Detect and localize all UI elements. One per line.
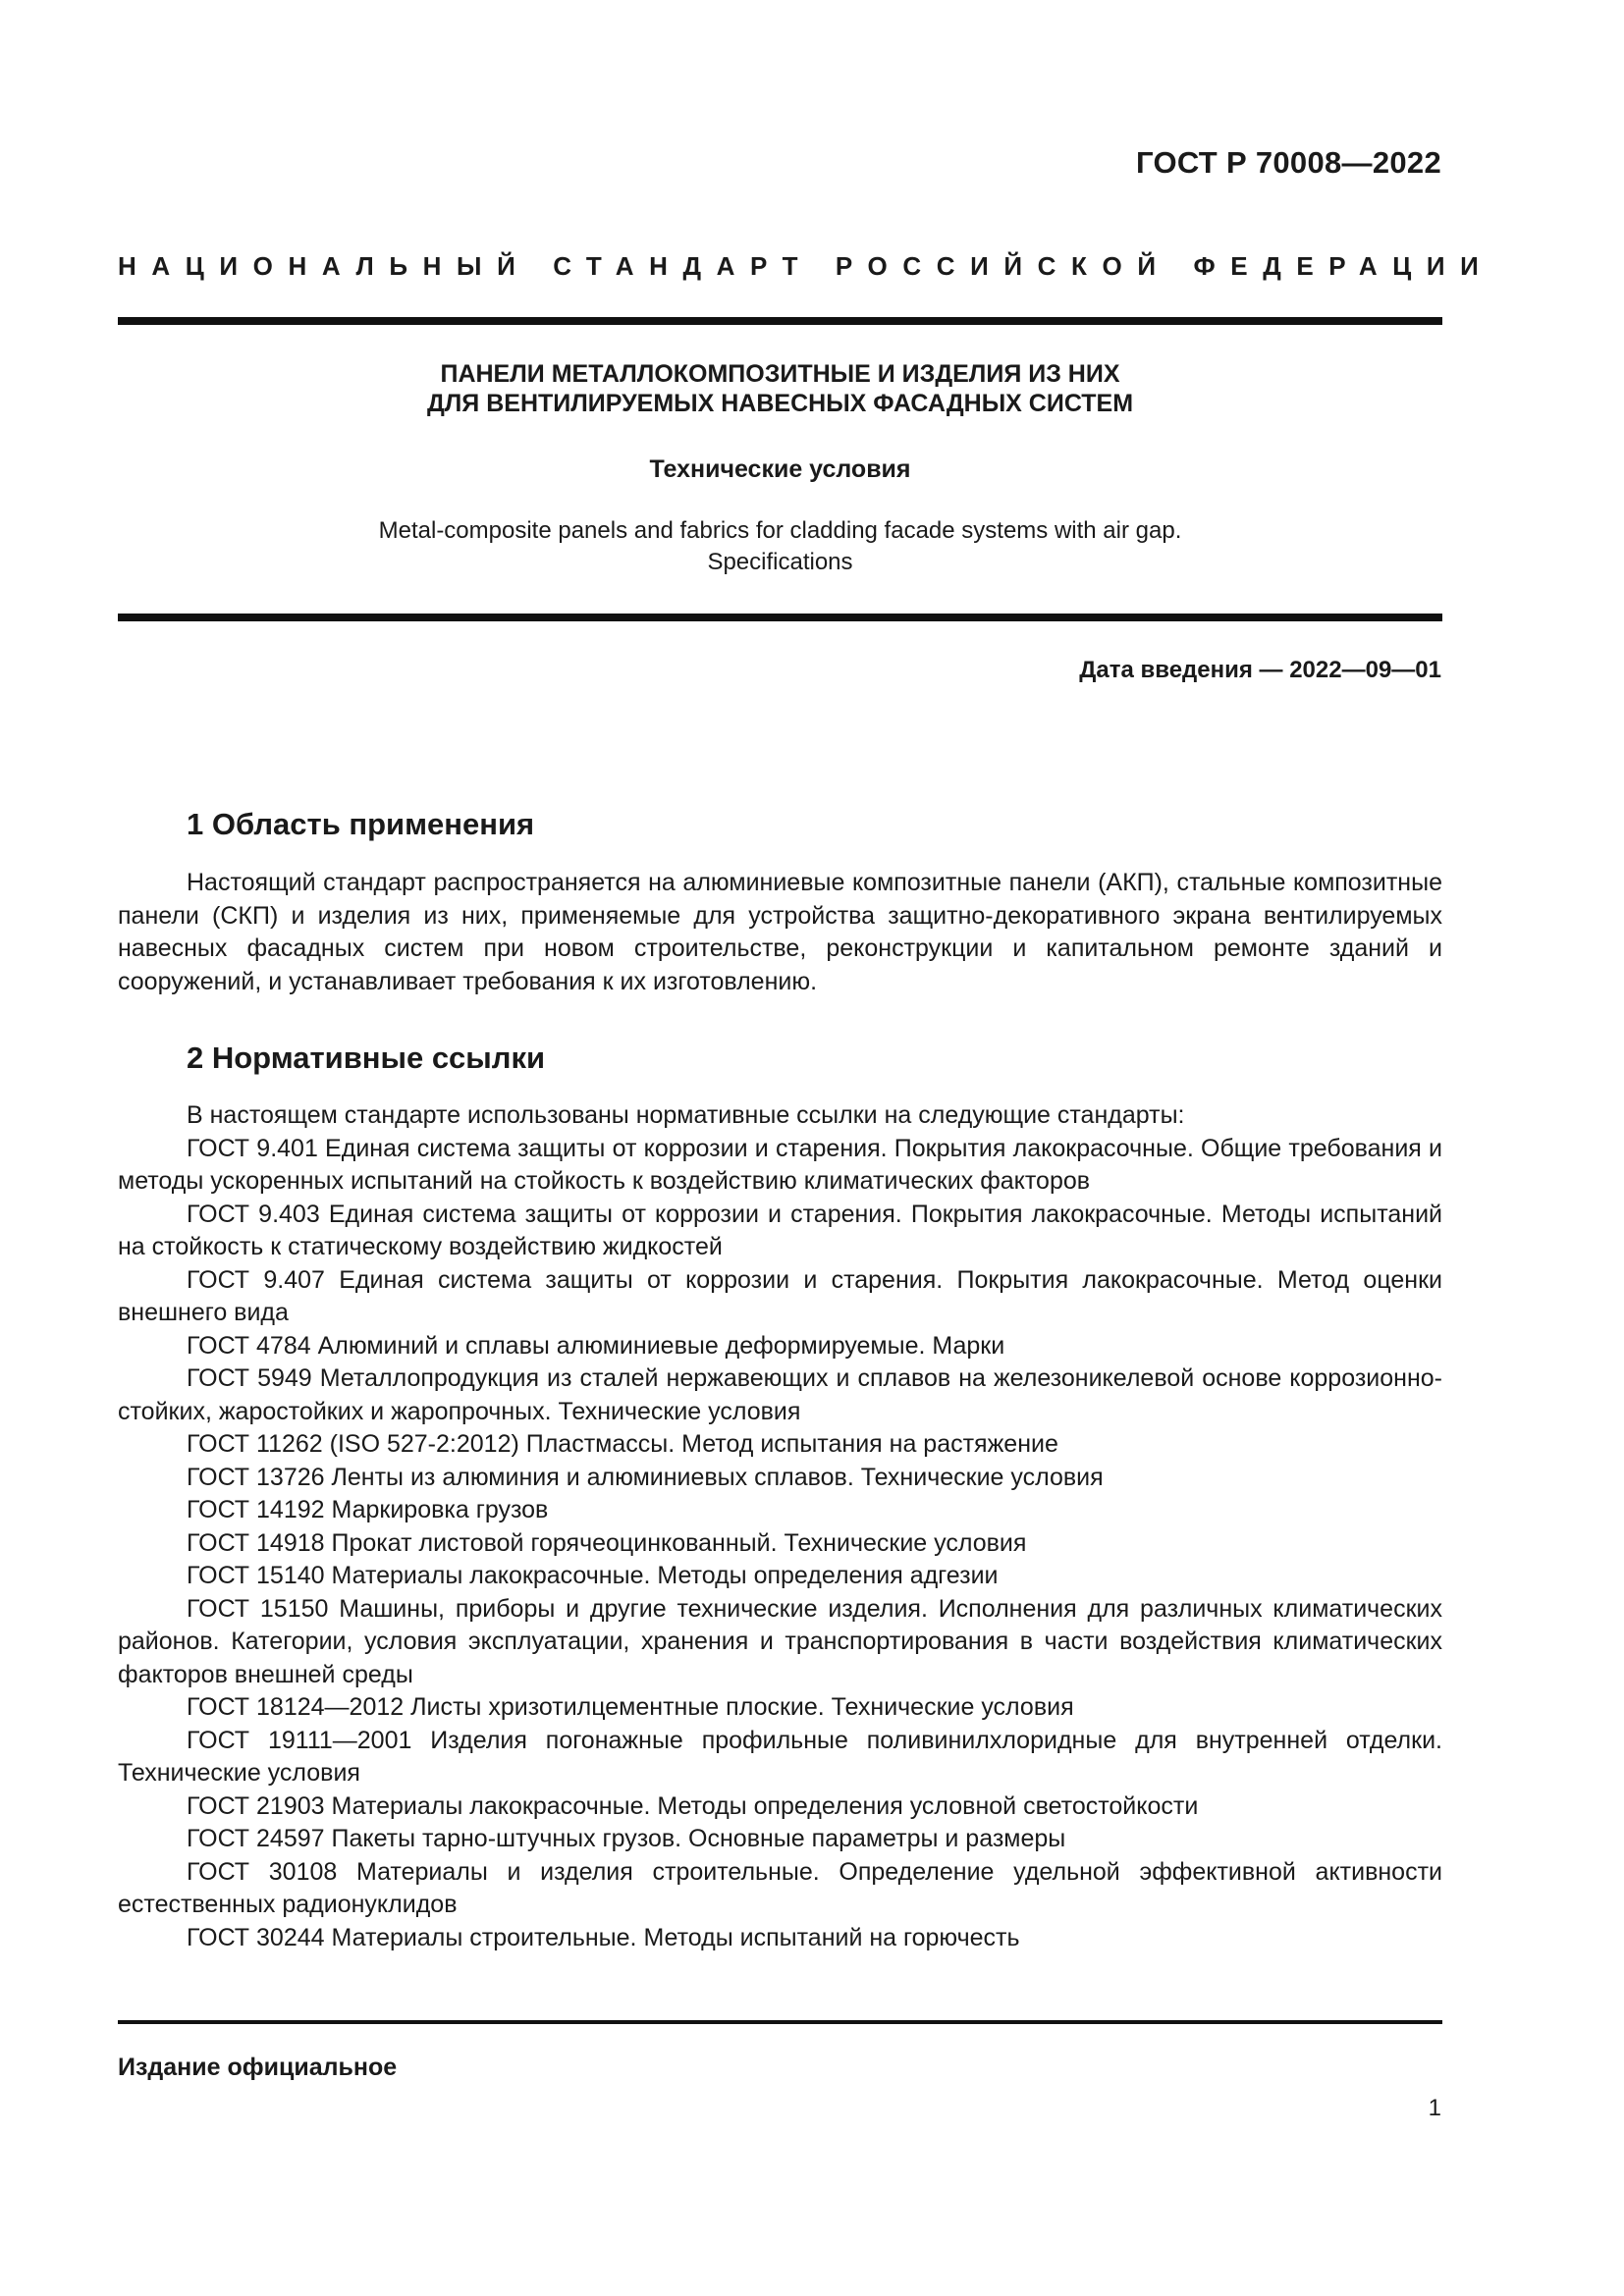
reference-item: ГОСТ 30108 Материалы и изделия строительные. Определение удельной эффективной активности естественных радионуклидов [118, 1857, 1442, 1918]
references-intro: В настоящем стандарте использованы нормативные ссылки на следующие стандарты: [187, 1101, 1185, 1129]
reference-item: ГОСТ 9.401 Единая система защиты от коррозии и старения. Покрытия лакокрасочные. Общие требования и методы ускоренных испытаний на стойкость к воздействию климатических факторов [118, 1134, 1442, 1195]
reference-item: ГОСТ 15150 Машины, приборы и другие технические изделия. Исполнения для различных климатических районов. Категории, условия эксплуатации, хранения и транспортирования в части воздействия климатических факторов внешней среды [118, 1594, 1442, 1688]
english-title-line-2: Specifications [707, 549, 853, 575]
english-title [118, 515, 1442, 578]
title-line-1: ПАНЕЛИ МЕТАЛЛОКОМПОЗИТНЫЕ И ИЗДЕЛИЯ ИЗ НИХ [440, 360, 1120, 388]
references-list [118, 1133, 1442, 1955]
reference-item: ГОСТ 19111—2001 Изделия погонажные профильные поливинилхлоридные для внутренней отделки. Технические условия [118, 1726, 1442, 1787]
header-divider [118, 317, 1442, 325]
introduction-date: Дата введения — 2022—09—01 [1079, 657, 1441, 683]
reference-item: ГОСТ 4784 Алюминий и сплавы алюминиевые деформируемые. Марки [187, 1331, 1005, 1360]
section-2-heading: 2 Нормативные ссылки [187, 1041, 546, 1075]
reference-item: ГОСТ 24597 Пакеты тарно-штучных грузов. Основные параметры и размеры [187, 1825, 1066, 1852]
reference-item: ГОСТ 14192 Маркировка грузов [187, 1496, 549, 1523]
reference-item: ГОСТ 21903 Материалы лакокрасочные. Методы определения условной светостойкости [187, 1791, 1199, 1820]
reference-item: ГОСТ 18124—2012 Листы хризотилцементные плоские. Технические условия [187, 1693, 1074, 1721]
title-line-2: ДЛЯ ВЕНТИЛИРУЕМЫХ НАВЕСНЫХ ФАСАДНЫХ СИСТЕМ [426, 390, 1134, 417]
reference-item: ГОСТ 15140 Материалы лакокрасочные. Методы определения адгезии [187, 1562, 999, 1589]
page-number: 1 [1428, 2095, 1441, 2121]
reference-item: ГОСТ 5949 Металлопродукция из сталей нержавеющих и сплавов на железоникелевой основе коррозионно-стойких, жаростойких и жаропрочных. Технические условия [118, 1364, 1442, 1425]
section-1-body [118, 867, 1442, 998]
standard-number: ГОСТ Р 70008—2022 [1136, 145, 1441, 180]
title-divider [118, 614, 1442, 621]
document-title [118, 359, 1442, 418]
section-1-paragraph: Настоящий стандарт распространяется на алюминиевые композитные панели (АКП), стальные композитные панели (СКП) и изделия из них, применяемые для устройства защитно-декоративного экрана вентилируемых навесных фасадных систем при новом строительстве, реконструкции и капитальном ремонте зданий и сооружений, и устанавливает требования к их изготовлению. [118, 869, 1442, 995]
national-standard-header: НАЦИОНАЛЬНЫЙ СТАНДАРТ РОССИЙСКОЙ ФЕДЕРАЦИИ [118, 251, 1494, 281]
official-edition-label: Издание официальное [118, 2054, 398, 2081]
document-subtitle: Технические условия [649, 455, 911, 483]
reference-item: ГОСТ 9.403 Единая система защиты от коррозии и старения. Покрытия лакокрасочные. Методы испытаний на стойкость к статическому воздействию жидкостей [118, 1200, 1442, 1260]
section-2-body [118, 1099, 1442, 1954]
footer-divider [118, 2020, 1442, 2024]
english-title-line-1: Metal-composite panels and fabrics for cladding facade systems with air gap. [378, 517, 1182, 544]
reference-item: ГОСТ 14918 Прокат листовой горячеоцинкованный. Технические условия [187, 1528, 1027, 1557]
section-1-heading: 1 Область применения [187, 807, 535, 841]
reference-item: ГОСТ 30244 Материалы строительные. Методы испытаний на горючесть [187, 1923, 1020, 1951]
reference-item: ГОСТ 9.407 Единая система защиты от коррозии и старения. Покрытия лакокрасочные. Метод оценки внешнего вида [118, 1265, 1442, 1326]
reference-item: ГОСТ 11262 (ISO 527-2:2012) Пластмассы. Метод испытания на растяжение [187, 1430, 1058, 1458]
reference-item: ГОСТ 13726 Ленты из алюминия и алюминиевых сплавов. Технические условия [187, 1463, 1104, 1491]
